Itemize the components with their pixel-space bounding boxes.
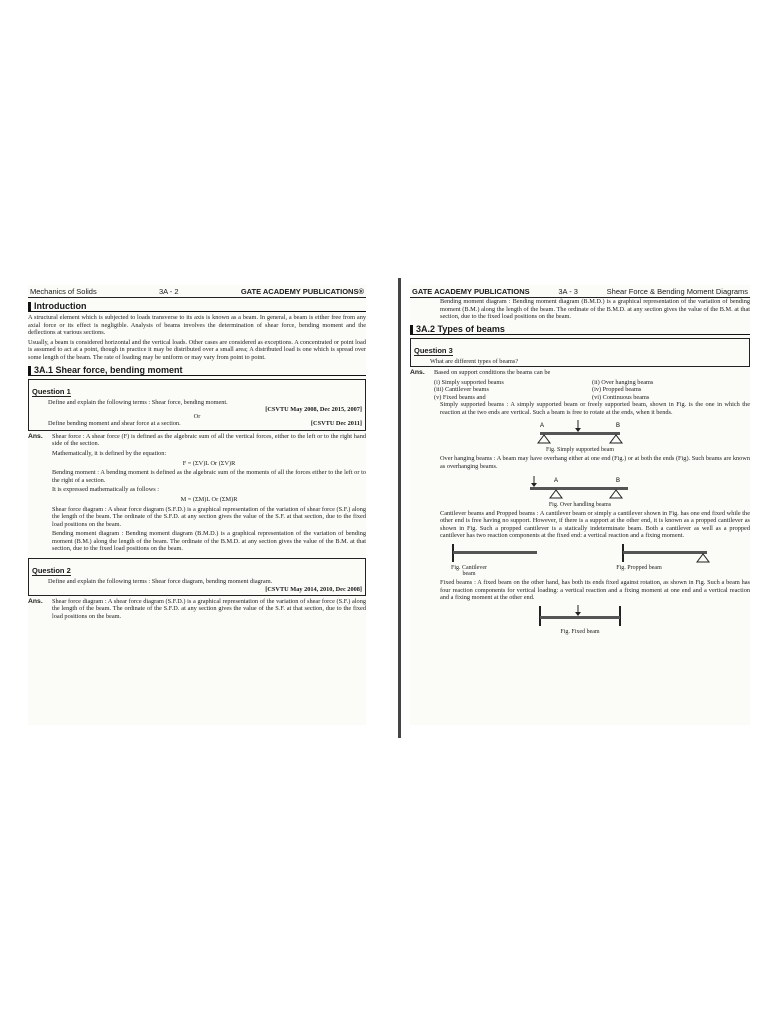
page-number: 3A - 2	[158, 287, 179, 296]
pin-support-icon	[610, 435, 622, 443]
publisher-name: GATE ACADEMY PUBLICATIONS	[412, 287, 530, 296]
answer-3	[410, 369, 750, 379]
left-page	[28, 285, 366, 725]
intro-paragraph-2: Usually, a beam is considered horizontal and the vertical loads. Other cases are considered as exceptions. A concentrated or point load is assumed to act at a point, though in practice it may be distributed over a small area; A distributed load is one which is spread over some length of the beam. The rate of loading may be uniform or may vary from point to point.	[28, 338, 366, 361]
beam	[453, 551, 537, 554]
answer-1-bmd: Bending moment diagram : Bending moment diagram (B.M.D.) is a graphical representation of the variation of bending moment (B.M.) along the length of the beam. The ordinate of the B.M.D. at any section gives the value of the B.M. at that section, due to the fixed load positions on the beam.	[52, 530, 366, 553]
caption-cantilever: Fig. Cantilever beam	[451, 564, 487, 577]
beam-type-item: (v) Fixed beams and	[434, 393, 486, 401]
beam-type-item: (vi) Continuous beams	[592, 393, 650, 401]
answer-2-sfd: Shear force diagram : A shear force diagram (S.F.D.) is a graphical representation of the variation of shear force (S.F.) along the length of the beam. The ordinate of the S.F.D. at any section gives the value of the S.F. at that section, due to the fixed load positions on the beam.	[52, 597, 366, 620]
question-3-title: Question 3	[414, 345, 453, 355]
caption-overhanging: Fig. Over handling beams	[548, 501, 612, 508]
prop-support-icon	[697, 554, 709, 562]
section-introduction: Introduction	[28, 301, 366, 312]
label-a: A	[554, 477, 559, 484]
equation-shear-force: F = (ΣV)L Or (ΣV)R	[182, 459, 236, 467]
answer-1-math: Mathematically, it is defined by the equation:	[52, 449, 167, 457]
question-2-title: Question 2	[32, 566, 71, 576]
pin-support-icon	[610, 490, 622, 498]
overhanging-beam-figure	[520, 473, 640, 501]
answer-label: Ans.	[28, 432, 43, 440]
left-page-header	[28, 285, 366, 298]
label-b: B	[616, 477, 621, 484]
simply-supported-beam-figure	[520, 418, 640, 446]
answer-label: Ans.	[28, 597, 43, 605]
answer-1-math-2: It is expressed mathematically as follows :	[52, 486, 160, 494]
label-a: A	[540, 423, 545, 430]
intro-paragraph-1: A structural element which is subjected to loads transverse to its axis is known as a beam. In general, a beam is either free from any axial force or its effect is negligible. Analysis of beams involves the determination of shear force, bending moment and the deflections at various sections.	[28, 314, 366, 337]
beam-type-item: (iii) Cantilever beams	[434, 386, 489, 394]
question-1-ref-1: [CSVTU May 2008, Dec 2015, 2007]	[265, 406, 362, 414]
beam-type-item: (ii) Over hanging beams	[592, 378, 654, 386]
question-1-text: Define and explain the following terms : Shear force, bending moment.	[48, 398, 228, 406]
overhanging-paragraph: Over hanging beams : A beam may have overhang either at one end (Fig.) or at both the ends (Fig). Such beams are known as overhanging beams.	[440, 455, 750, 470]
beam-types-list	[410, 379, 750, 401]
cantilever-propped-figures	[410, 542, 750, 579]
question-2-ref: [CSVTU May 2014, 2010, Dec 2008]	[265, 585, 362, 593]
section-3a1: 3A.1 Shear force, bending moment	[28, 365, 366, 376]
pin-support-icon	[538, 435, 550, 443]
question-2-box	[28, 558, 366, 596]
fixed-beam-figure	[520, 604, 640, 628]
cantilever-beam-figure	[445, 542, 545, 564]
caption-fixed: Fig. Fixed beam	[560, 628, 600, 635]
pin-support-icon	[550, 490, 562, 498]
page-gutter	[398, 278, 401, 738]
question-3-text: What are different types of beams?	[430, 357, 519, 365]
beam-type-item: (i) Simply supported beams	[434, 378, 504, 386]
beam	[540, 616, 620, 619]
question-1-ref-2: [CSVTU Dec 2011]	[310, 420, 362, 428]
caption-simply-supported: Fig. Simply supported beam	[546, 447, 614, 454]
propped-beam-figure	[615, 542, 715, 564]
subject-title: Mechanics of Solids	[30, 287, 97, 296]
question-1-text-2: Define bending moment and shear force at a section.	[48, 420, 181, 428]
cantilever-propped-paragraph: Cantilever beams and Propped beams : A cantilever beam or simply a cantilever shown in Fig. has one end fixed while the other end is free having no support. However, if there is a support at the other end, it is known as a propped cantilever as shown in Fig. Such a propped cantilever is a statically indeterminate beam. Both a cantilever as well as a propped cantilever has two reaction components at the fixed end: a vertical reaction and a fixing moment.	[440, 509, 750, 540]
answer-1	[28, 433, 366, 555]
answer-2	[28, 598, 366, 623]
arrow-head-icon	[575, 428, 581, 432]
question-3-box	[410, 338, 750, 368]
beam-type-item: (iv) Propped beams	[592, 386, 642, 394]
simply-supported-paragraph: Simply supported beams : A simply supported beam or freely supported beam, shown in Fig. is the one in which the reaction at the two ends are vertical. Such a beam is free to rotate at the ends, when it bends.	[440, 401, 750, 416]
question-2-text: Define and explain the following terms : Shear force diagram, bending moment diagram.	[48, 578, 273, 586]
section-3a2: 3A.2 Types of beams	[410, 324, 750, 335]
arrow-head-icon	[575, 612, 581, 616]
right-page	[410, 285, 750, 725]
bmd-paragraph: Bending moment diagram : Bending moment diagram (B.M.D.) is a graphical representation of the variation of bending moment (B.M.) along the length of the beam. The ordinate of the B.M.D. at any section gives the value of the B.M. at that section, due to the fixed load positions on the beam.	[440, 298, 750, 321]
question-1-or: Or	[193, 413, 201, 421]
answer-3-intro: Based on support conditions the beams can be	[434, 369, 551, 377]
beam	[623, 551, 707, 554]
question-1-box	[28, 379, 366, 431]
arrow-head-icon	[531, 483, 537, 487]
fixed-beam-paragraph: Fixed beams : A fixed beam on the other hand, has both its ends fixed against rotation, as shown in Fig. Such a beam has four reaction components for vertical loading: a vertical reaction and a fixing moment at one end and a vertical reaction and a fixing moment at the other end.	[440, 578, 750, 602]
question-1-title: Question 1	[32, 386, 71, 396]
beam	[540, 432, 620, 435]
caption-propped: Fig. Propped beam	[616, 564, 662, 571]
page-number: 3A - 3	[558, 287, 578, 296]
chapter-topic: Shear Force & Bending Moment Diagrams	[606, 287, 748, 296]
beam	[530, 487, 628, 490]
answer-1-bending-moment: Bending moment : A bending moment is defined as the algebraic sum of the moments of all the forces either to the left or to the right of a section.	[52, 469, 366, 484]
answer-label: Ans.	[410, 369, 425, 377]
label-b: B	[616, 423, 621, 430]
publisher-name: GATE ACADEMY PUBLICATIONS®	[240, 287, 364, 296]
equation-bending-moment: M = (ΣM)L Or (ΣM)R	[180, 495, 238, 503]
answer-1-shear-force: Shear force : A shear force (F) is defined as the algebraic sum of all the vertical forces, either to the left or to the right hand side of the section.	[52, 432, 366, 448]
answer-1-sfd: Shear force diagram : A shear force diagram (S.F.D.) is a graphical representation of the variation of shear force (S.F.) along the length of the beam. The ordinate of the S.F.D. at any section gives the value of the S.F. at that section, due to the fixed load positions on the beam.	[52, 505, 366, 528]
right-page-header	[410, 285, 750, 298]
